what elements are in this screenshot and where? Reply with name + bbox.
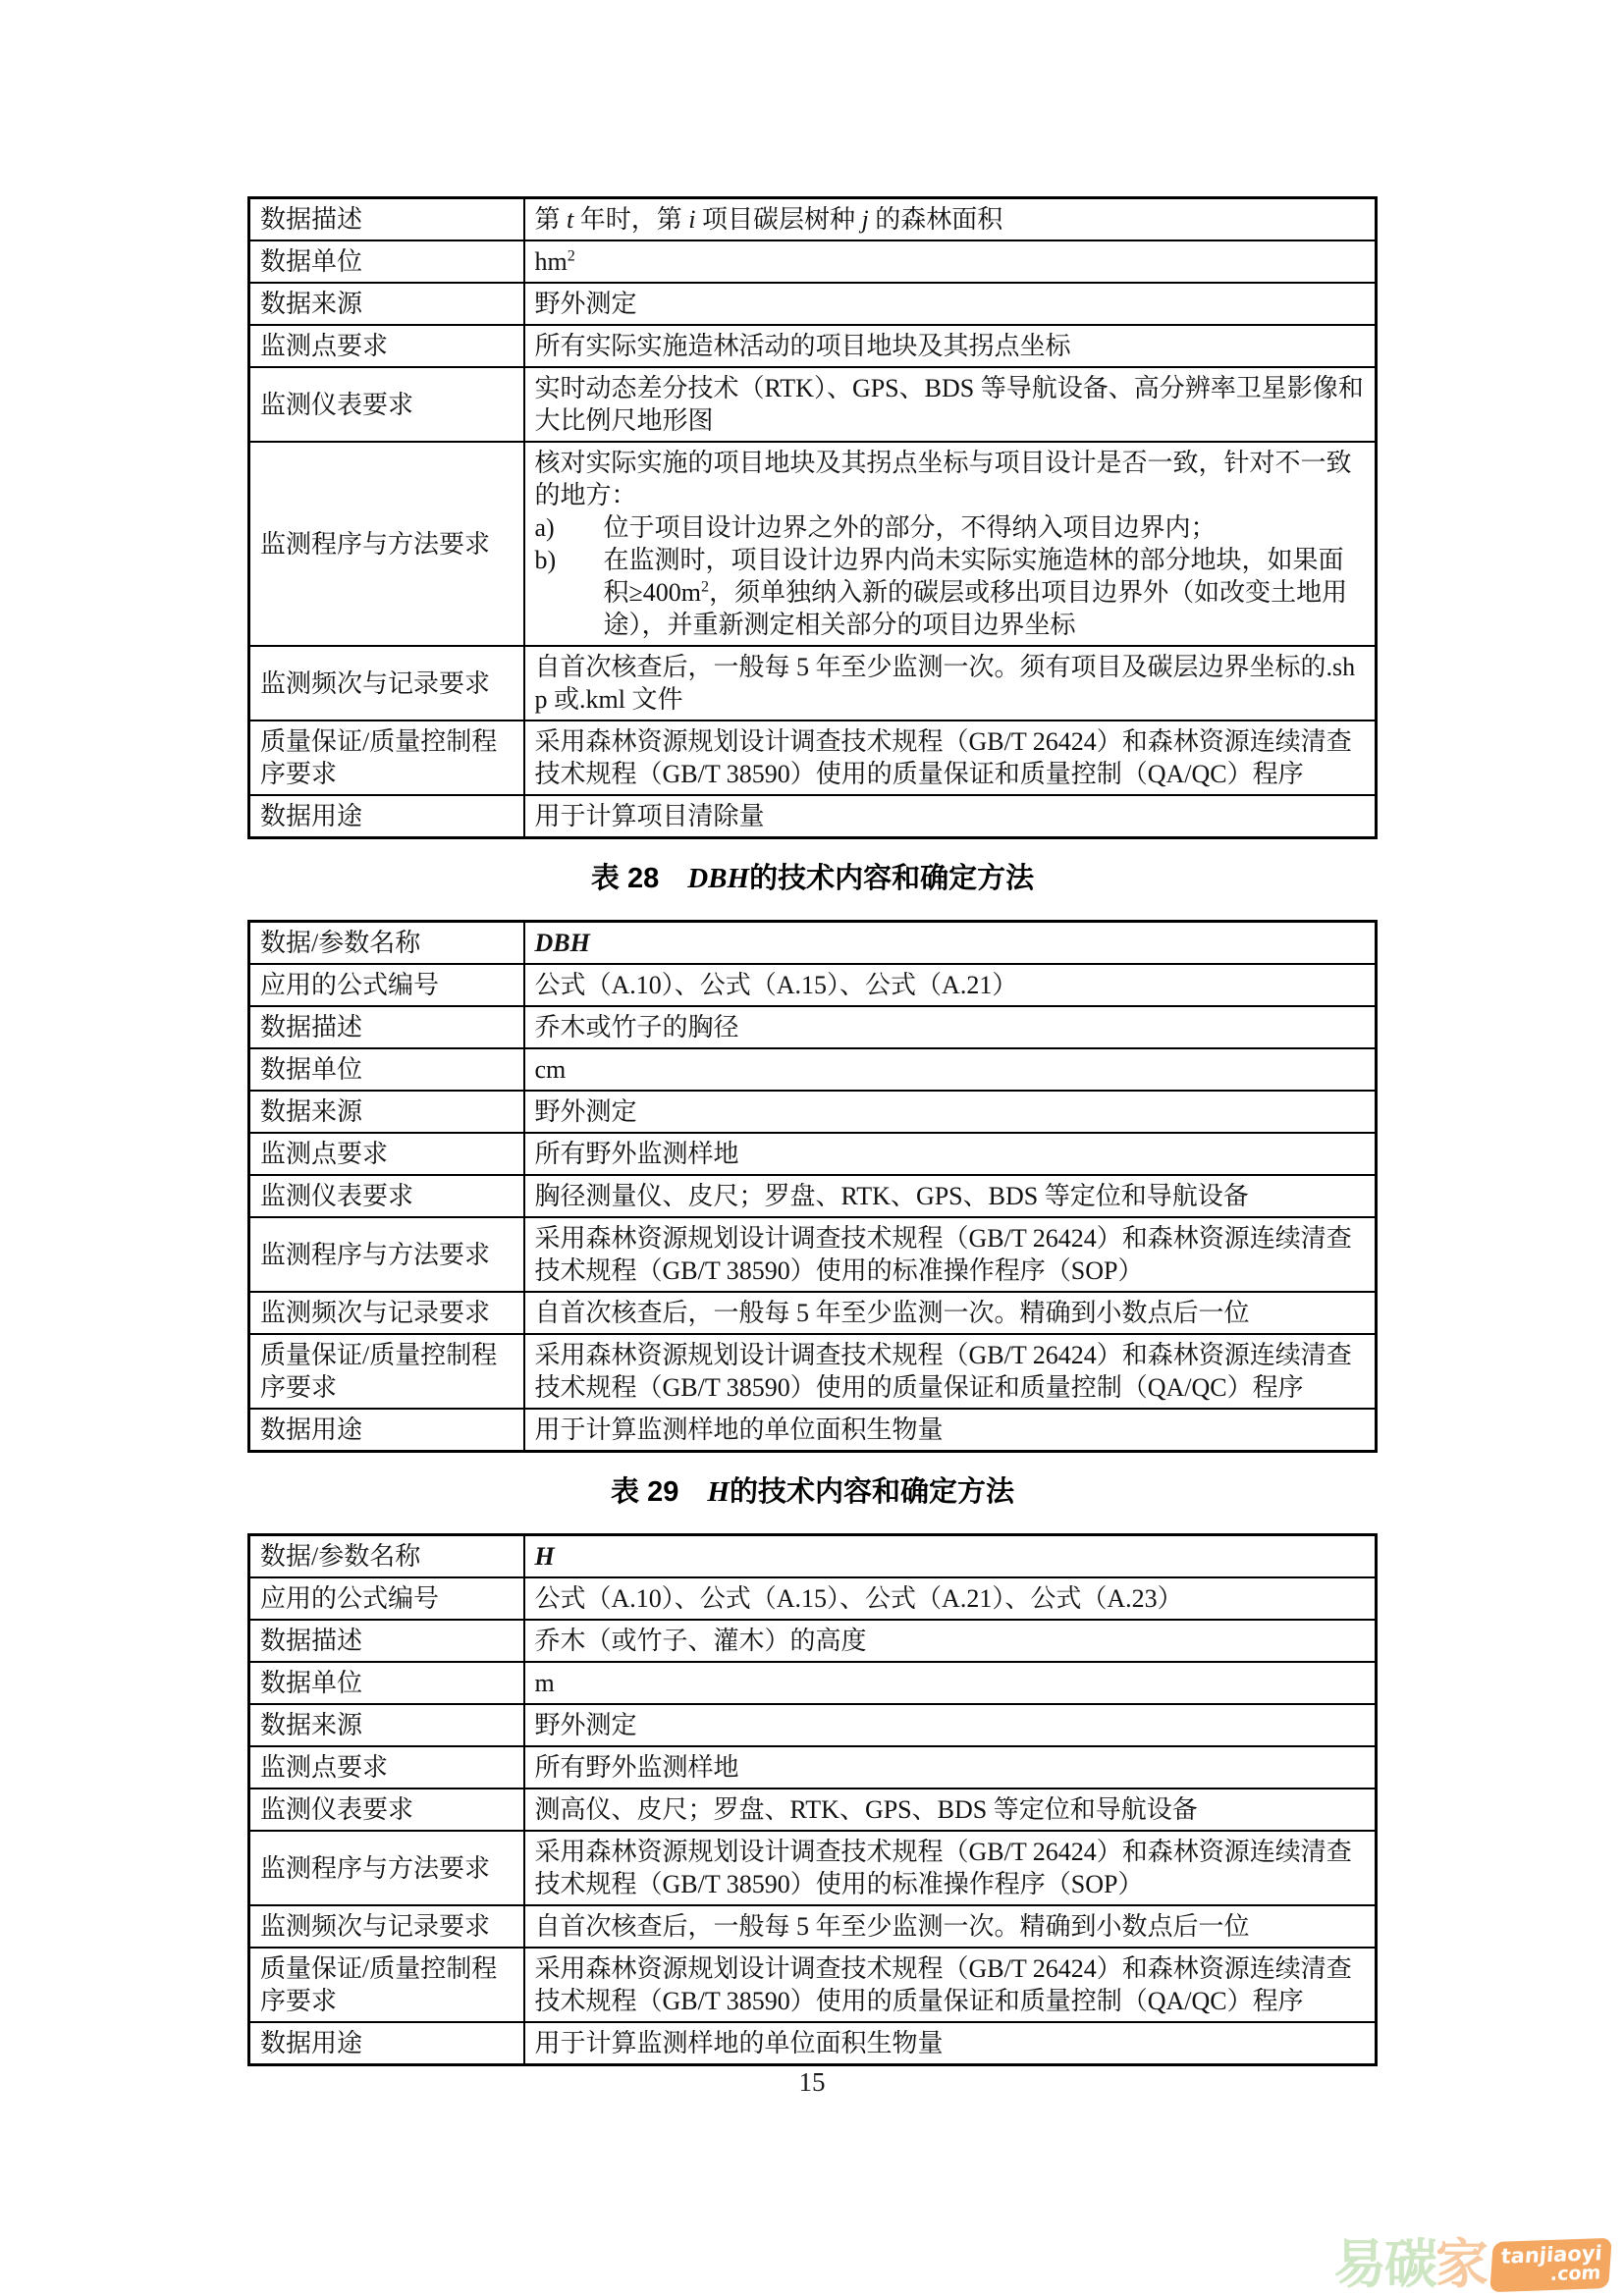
- watermark-logo: [1332, 2233, 1610, 2295]
- row-value: $hm^2$: [524, 240, 1377, 283]
- table-row: [249, 1620, 1377, 1662]
- row-value: 所有野外监测样地: [524, 1133, 1377, 1175]
- row-label: 监测程序与方法要求: [249, 1217, 524, 1292]
- watermark-domain-name: tanjiaoyi: [1499, 2240, 1603, 2269]
- row-label: 监测仪表要求: [249, 1175, 524, 1217]
- row-value: 乔木或竹子的胸径: [524, 1006, 1377, 1048]
- row-label: 数据/参数名称: [249, 922, 524, 965]
- watermark-char-yi: 易: [1332, 2233, 1384, 2295]
- row-value: cm: [524, 1048, 1377, 1091]
- row-label: 数据单位: [249, 1662, 524, 1704]
- table-row: [249, 1905, 1377, 1948]
- table-row: [249, 964, 1377, 1006]
- row-value: 所有野外监测样地: [524, 1746, 1377, 1789]
- row-label: 监测点要求: [249, 1133, 524, 1175]
- table-29-caption: 表 29 H的技术内容和确定方法: [611, 1476, 1014, 1508]
- row-value: 野外测定: [524, 283, 1377, 325]
- table-row: [249, 1577, 1377, 1620]
- row-label: 数据来源: [249, 1091, 524, 1133]
- row-label: 质量保证/质量控制程序要求: [249, 721, 524, 795]
- table-row: [249, 795, 1377, 838]
- watermark-char-jia: 家: [1435, 2233, 1487, 2295]
- row-value: 乔木（或竹子、灌木）的高度: [524, 1620, 1377, 1662]
- row-value: DBH: [524, 922, 1377, 965]
- row-label: 监测点要求: [249, 1746, 524, 1789]
- row-label: 数据来源: [249, 1704, 524, 1746]
- row-label: 监测点要求: [249, 325, 524, 367]
- row-value: 第 t 年时，第 i 项目碳层树种 j 的森林面积: [524, 198, 1377, 241]
- row-label: 监测频次与记录要求: [249, 1905, 524, 1948]
- list-marker: b): [534, 546, 557, 574]
- row-value: 胸径测量仪、皮尺；罗盘、RTK、GPS、BDS 等定位和导航设备: [524, 1175, 1377, 1217]
- row-value: 采用森林资源规划设计调查技术规程（GB/T 26424）和森林资源连续清查技术规程（GB/T 38590）使用的标准操作程序（SOP）: [524, 1831, 1377, 1905]
- row-label: 数据单位: [249, 240, 524, 283]
- row-label: 数据用途: [249, 795, 524, 838]
- row-value: 实时动态差分技术（RTK）、GPS、BDS 等导航设备、高分辨率卫星影像和大比例尺地形图: [524, 367, 1377, 442]
- table-row: [249, 1535, 1377, 1578]
- page-content: [247, 196, 1378, 2066]
- table-row: [249, 1175, 1377, 1217]
- row-label: 质量保证/质量控制程序要求: [249, 1948, 524, 2022]
- row-label: 应用的公式编号: [249, 964, 524, 1006]
- page-number: 15: [798, 2067, 826, 2097]
- row-value: 自首次核查后，一般每 5 年至少监测一次。精确到小数点后一位: [524, 1905, 1377, 1948]
- row-label: 数据描述: [249, 1620, 524, 1662]
- table-28-caption: 表 28 DBH的技术内容和确定方法: [590, 863, 1035, 894]
- row-label: 数据单位: [249, 1048, 524, 1091]
- row-value: 用于计算监测样地的单位面积生物量: [524, 2022, 1377, 2065]
- row-value: 自首次核查后，一般每 5 年至少监测一次。须有项目及碳层边界坐标的.shp 或.kml 文件: [524, 646, 1377, 721]
- watermark-char-tan: 碳: [1383, 2233, 1435, 2295]
- table-row: [249, 1133, 1377, 1175]
- table-row: [249, 1409, 1377, 1452]
- row-value: 采用森林资源规划设计调查技术规程（GB/T 26424）和森林资源连续清查技术规程（GB/T 38590）使用的质量保证和质量控制（QA/QC）程序: [524, 1948, 1377, 2022]
- row-label: 监测仪表要求: [249, 367, 524, 442]
- row-value: 公式（A.10）、公式（A.15）、公式（A.21）: [524, 964, 1377, 1006]
- table-row: [249, 1831, 1377, 1905]
- row-value: 野外测定: [524, 1091, 1377, 1133]
- table-row: [249, 198, 1377, 241]
- row-value: 用于计算项目清除量: [524, 795, 1377, 838]
- row-value: m: [524, 1662, 1377, 1704]
- parameter-table-h: [247, 1533, 1378, 2066]
- row-label: 数据/参数名称: [249, 1535, 524, 1578]
- row-value: 所有实际实施造林活动的项目地块及其拐点坐标: [524, 325, 1377, 367]
- row-value: H: [524, 1535, 1377, 1578]
- table-row: [249, 1789, 1377, 1831]
- row-label: 监测程序与方法要求: [249, 442, 524, 646]
- row-label: 数据描述: [249, 198, 524, 241]
- table-row: [249, 2022, 1377, 2065]
- row-label: 数据用途: [249, 2022, 524, 2065]
- row-value: 采用森林资源规划设计调查技术规程（GB/T 26424）和森林资源连续清查技术规程（GB/T 38590）使用的标准操作程序（SOP）: [524, 1217, 1377, 1292]
- watermark-domain-badge: [1489, 2237, 1612, 2291]
- table-row: [249, 1662, 1377, 1704]
- table-row: [249, 442, 1377, 646]
- row-value: 核对实际实施的项目地块及其拐点坐标与项目设计是否一致，针对不一致的地方： a) 位于项目设计边界之外的部分，不得纳入项目边界内； b) 在监测时，项目设计边界内尚未实际实施造林的部分地块，如果面积$\ge 400m^2$，须单独纳入新的碳层或移出项目边界外（如改变土地用途），并重新测定相关部分的项目边界坐标: [524, 442, 1377, 646]
- row-value: 自首次核查后，一般每 5 年至少监测一次。精确到小数点后一位: [524, 1292, 1377, 1334]
- table-row: [249, 1334, 1377, 1409]
- row-value: 采用森林资源规划设计调查技术规程（GB/T 26424）和森林资源连续清查技术规程（GB/T 38590）使用的质量保证和质量控制（QA/QC）程序: [524, 721, 1377, 795]
- table-row: [249, 367, 1377, 442]
- table-row: [249, 325, 1377, 367]
- table-row: [249, 922, 1377, 965]
- row-value: 采用森林资源规划设计调查技术规程（GB/T 26424）和森林资源连续清查技术规程（GB/T 38590）使用的质量保证和质量控制（QA/QC）程序: [524, 1334, 1377, 1409]
- row-label: 质量保证/质量控制程序要求: [249, 1334, 524, 1409]
- table-row: [249, 283, 1377, 325]
- list-marker: a): [534, 513, 555, 542]
- row-label: 监测程序与方法要求: [249, 1831, 524, 1905]
- row-label: 监测频次与记录要求: [249, 646, 524, 721]
- table-row: [249, 1048, 1377, 1091]
- row-value: 测高仪、皮尺；罗盘、RTK、GPS、BDS 等定位和导航设备: [524, 1789, 1377, 1831]
- row-value: 用于计算监测样地的单位面积生物量: [524, 1409, 1377, 1452]
- row-label: 监测频次与记录要求: [249, 1292, 524, 1334]
- row-label: 监测仪表要求: [249, 1789, 524, 1831]
- row-label: 数据来源: [249, 283, 524, 325]
- table-row: [249, 1006, 1377, 1048]
- table-row: [249, 240, 1377, 283]
- row-label: 应用的公式编号: [249, 1577, 524, 1620]
- table-row: [249, 1746, 1377, 1789]
- parameter-table-continued: [247, 196, 1378, 839]
- table-row: [249, 646, 1377, 721]
- table-row: [249, 1948, 1377, 2022]
- row-value: 公式（A.10）、公式（A.15）、公式（A.21）、公式（A.23）: [524, 1577, 1377, 1620]
- parameter-table-dbh: [247, 920, 1378, 1453]
- table-row: [249, 1292, 1377, 1334]
- table-row: [249, 1704, 1377, 1746]
- row-label: 数据用途: [249, 1409, 524, 1452]
- watermark-domain-tld: .com: [1549, 2261, 1602, 2285]
- table-row: [249, 721, 1377, 795]
- row-value: 野外测定: [524, 1704, 1377, 1746]
- table-row: [249, 1217, 1377, 1292]
- table-row: [249, 1091, 1377, 1133]
- row-label: 数据描述: [249, 1006, 524, 1048]
